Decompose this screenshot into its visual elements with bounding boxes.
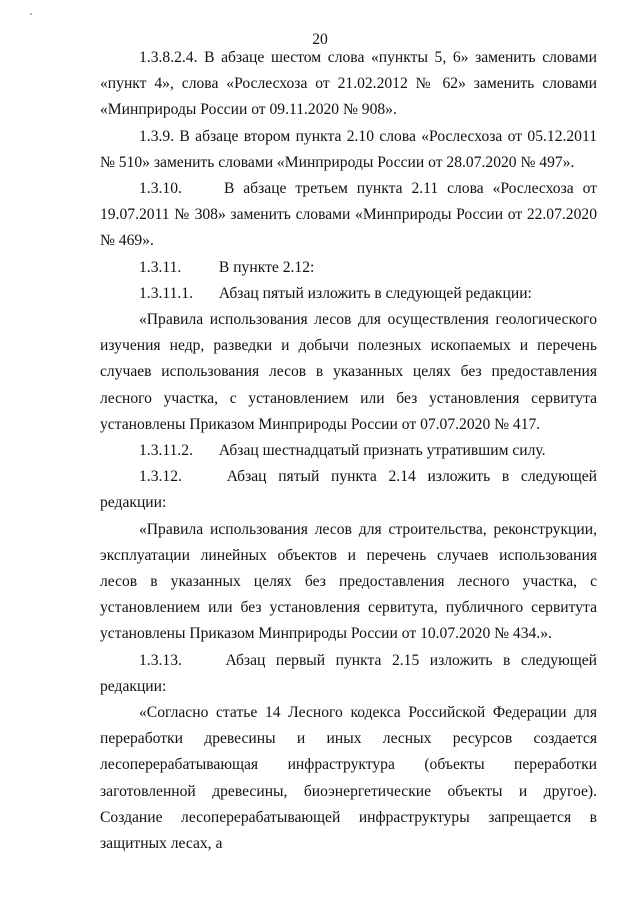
paragraph-1-3-9 [100, 124, 597, 176]
quoted-paragraph-forest-code [100, 700, 597, 857]
paragraph-text: Абзац пятый изложить в следующей редакции: [218, 284, 532, 302]
paragraph-text: В пункте 2.12: [218, 258, 315, 276]
paragraph-number: 1.3.11.1. [139, 284, 193, 302]
paragraph-text: «Правила использования лесов для строительства, реконструкции, эксплуатации линейных объектов и перечень случаев использования лесов в указанных целях без предоставления лесного участка, с установлением или без установления сервитута, публичного сервитута установлены Приказом Минприроды России от 10.07.2020 № 434.». [100, 520, 597, 643]
paragraph-number: 1.3.13. [139, 651, 182, 669]
page-number: 20 [312, 31, 328, 48]
paragraph-number: 1.3.11.2. [139, 442, 193, 460]
document-body [100, 45, 597, 857]
paragraph-text: Абзац пятый пункта 2.14 изложить в следующей редакции: [100, 468, 597, 512]
paragraph-text: В абзаце третьем пункта 2.11 слова «Рослесхоза от 19.07.2011 № 308» заменить словами «Минприроды России от 22.07.2020 № 469». [100, 180, 597, 250]
paragraph-text: 1.3.9. В абзаце втором пункта 2.10 слова «Рослесхоза от 05.12.2011 № 510» заменить словами «Минприроды России от 28.07.2020 № 497». [100, 127, 597, 171]
paragraph-number: 1.3.12. [139, 468, 182, 486]
paragraph-1-3-11-2 [100, 438, 597, 464]
quoted-paragraph-linear-objects [100, 517, 597, 648]
paragraph-text: Абзац первый пункта 2.15 изложить в следующей редакции: [100, 651, 597, 695]
quoted-paragraph-geology [100, 307, 597, 438]
paragraph-1-3-11-1 [100, 281, 597, 307]
paragraph-1-3-12 [100, 464, 597, 516]
paragraph-text: Абзац шестнадцатый признать утратившим силу. [218, 442, 546, 460]
paragraph-1-3-13 [100, 648, 597, 700]
paragraph-text: «Правила использования лесов для осуществления геологического изучения недр, разведки и добычи полезных ископаемых и перечень случаев использования лесов в указанных целях без предоставления лесного участка, с установлением или без установления сервитута установлены Приказом Минприроды России от 07.07.2020 № 417. [100, 311, 597, 433]
paragraph-number: 1.3.11. [139, 258, 182, 276]
paragraph-text: 1.3.8.2.4. В абзаце шестом слова «пункты 5, 6» заменить словами «пункт 4», слова «Рослесхоза от 21.02.2012 № 62» заменить словами «Минприроды России от 09.11.2020 № 908». [100, 49, 597, 119]
paragraph-number: 1.3.10. [139, 180, 182, 198]
paragraph-1-3-11 [100, 255, 597, 281]
paragraph-text: «Согласно статье 14 Лесного кодекса Российской Федерации для переработки древесины и иных лесных ресурсов создается лесоперерабатывающая инфраструктура (объекты переработки заготовленной древесины, биоэнергетические объекты и другое). Создание лесоперерабатывающей инфраструктуры запрещается в защитных лесах, а [100, 704, 597, 853]
paragraph-1-3-10 [100, 176, 597, 255]
paragraph-1-3-8-2-4 [100, 45, 597, 124]
scan-speck [30, 13, 32, 15]
